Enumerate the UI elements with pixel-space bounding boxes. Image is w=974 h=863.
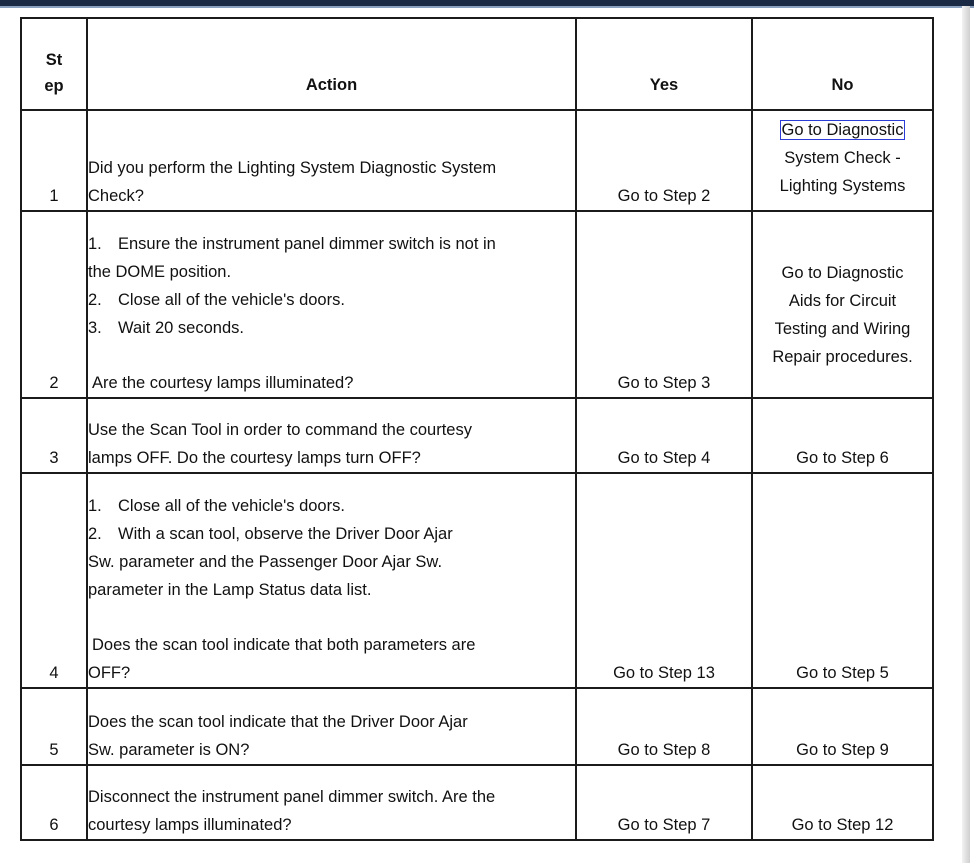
step-number: 3	[21, 398, 87, 473]
table-row	[21, 473, 933, 688]
step-number: 6	[21, 765, 87, 840]
table-row	[21, 211, 933, 398]
step-number: 2	[21, 211, 87, 398]
table-row	[21, 765, 933, 840]
action-cell: Does the scan tool indicate that the Driver Door Ajar Sw. parameter is ON?	[87, 688, 576, 765]
action-cell: Disconnect the instrument panel dimmer switch. Are the courtesy lamps illuminated?	[87, 765, 576, 840]
yes-cell: Go to Step 7	[576, 765, 752, 840]
no-cell: Go to Step 12	[752, 765, 933, 840]
no-cell: Go to Diagnostic System Check - Lighting Systems	[752, 110, 933, 211]
no-cell: Go to Diagnostic Aids for Circuit Testing and Wiring Repair procedures.	[752, 211, 933, 398]
step-number: 1	[21, 110, 87, 211]
step-number: 4	[21, 473, 87, 688]
header-no: No	[752, 18, 933, 110]
no-cell: Go to Step 9	[752, 688, 933, 765]
table-row	[21, 688, 933, 765]
header-step: St ep	[21, 18, 87, 110]
diagnostic-system-check-link[interactable]: Go to Diagnostic	[781, 121, 904, 139]
action-cell: 1. Close all of the vehicle's doors. 2. With a scan tool, observe the Driver Door Ajar Sw. parameter and the Passenger Door Ajar Sw. parameter in the Lamp Status data list. Does the scan tool indicate that both parameters are OFF?	[87, 473, 576, 688]
no-cell: Go to Step 5	[752, 473, 933, 688]
yes-cell: Go to Step 8	[576, 688, 752, 765]
table-row	[21, 398, 933, 473]
diagnostic-table	[20, 17, 934, 841]
header-yes: Yes	[576, 18, 752, 110]
yes-cell: Go to Step 13	[576, 473, 752, 688]
window-top-bar	[0, 0, 974, 8]
scrollbar-edge	[962, 6, 970, 863]
header-action: Action	[87, 18, 576, 110]
yes-cell: Go to Step 2	[576, 110, 752, 211]
action-cell: Did you perform the Lighting System Diagnostic System Check?	[87, 110, 576, 211]
header-row	[21, 18, 933, 110]
table-row	[21, 110, 933, 211]
action-cell: 1. Ensure the instrument panel dimmer switch is not in the DOME position. 2. Close all of the vehicle's doors. 3. Wait 20 seconds. Are the courtesy lamps illuminated?	[87, 211, 576, 398]
step-number: 5	[21, 688, 87, 765]
action-cell: Use the Scan Tool in order to command the courtesy lamps OFF. Do the courtesy lamps turn OFF?	[87, 398, 576, 473]
yes-cell: Go to Step 4	[576, 398, 752, 473]
yes-cell: Go to Step 3	[576, 211, 752, 398]
no-cell: Go to Step 6	[752, 398, 933, 473]
